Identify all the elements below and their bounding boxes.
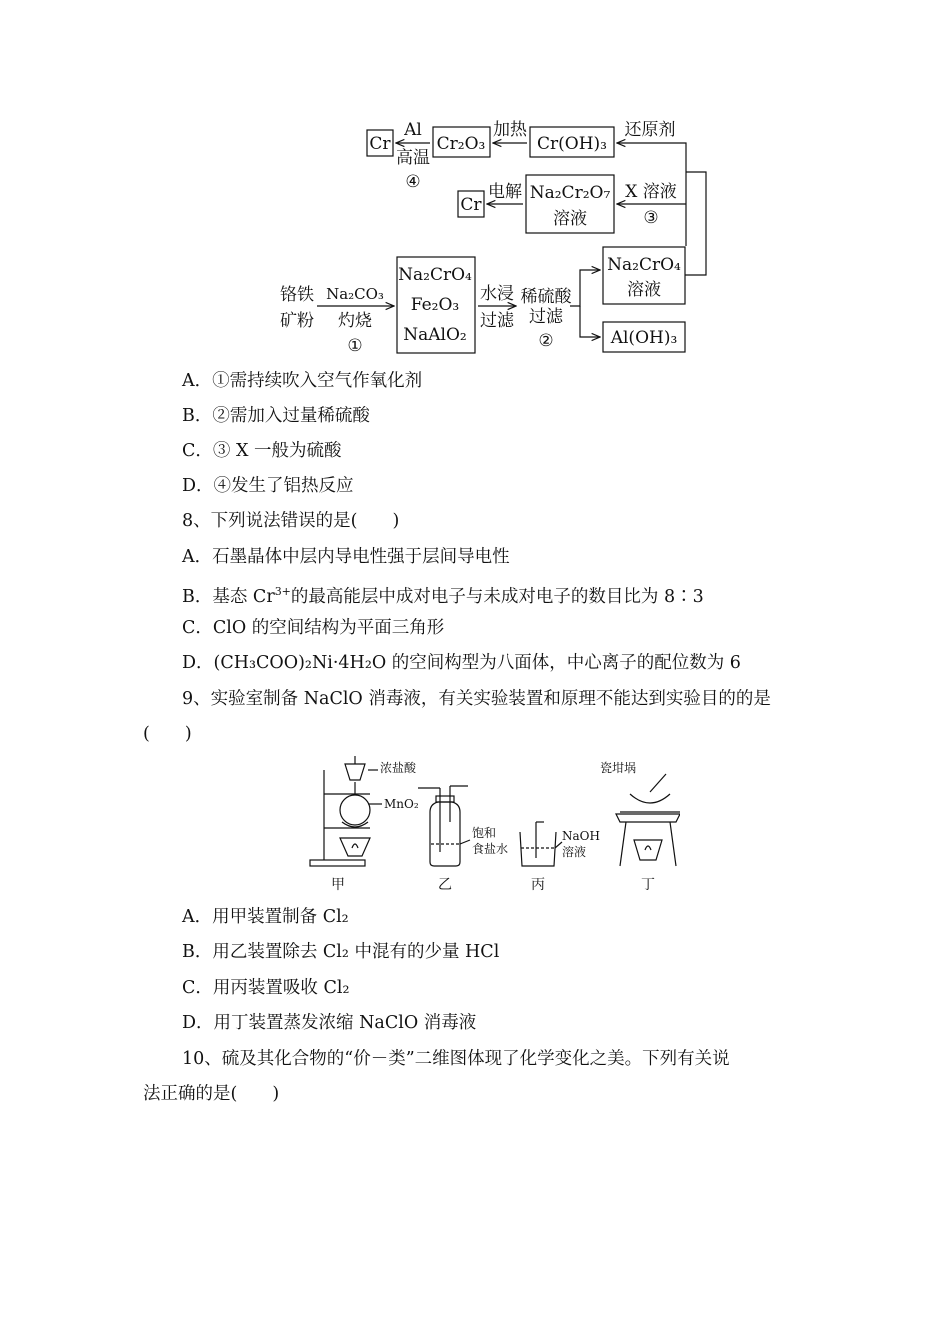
reductant-label: 还原剂	[624, 120, 676, 140]
na2cr2o7-solution-label: 溶液	[553, 209, 587, 229]
q7-option-d: D．④发生了铝热反应	[182, 476, 354, 496]
label-crucible: 瓷坩埚	[600, 761, 637, 775]
q9-option-d: D．用丁装置蒸发浓缩 NaClO 消毒液	[182, 1013, 477, 1033]
step2-label: ②	[538, 331, 554, 351]
label-conc-hcl: 浓盐酸	[380, 761, 417, 775]
q7-option-c: C．③ X 一般为硫酸	[182, 441, 342, 461]
q8-option-d: D．(CH₃COO)₂Ni·4H₂O 的空间构型为八面体，中心离子的配位数为 6	[182, 653, 741, 673]
electrolysis-label: 电解	[488, 182, 522, 202]
apparatus-figure	[300, 752, 680, 897]
q7-option-a: A．①需持续吹入空气作氧化剂	[182, 371, 423, 391]
q10-stem-line1: 10、硫及其化合物的“价－类”二维图体现了化学变化之美。下列有关说	[182, 1049, 730, 1069]
q10-stem-line2: 法正确的是( )	[143, 1084, 280, 1104]
label-naoh-solution: 溶液	[562, 845, 587, 859]
q8-option-c: C．ClO 的空间结构为平面三角形	[182, 618, 445, 638]
step1-label: ①	[347, 336, 363, 356]
na2cro4-out-label: Na₂CrO₄	[607, 255, 681, 275]
q9-option-a: A．用甲装置制备 Cl₂	[182, 907, 349, 927]
q7-option-b: B．②需加入过量稀硫酸	[182, 406, 370, 426]
arrow-to-na2cro4	[570, 270, 600, 306]
label-bing: 丙	[531, 877, 545, 893]
q9-stem-line2: ( )	[143, 724, 192, 744]
label-yi: 乙	[438, 877, 452, 893]
cr-label-top: Cr	[369, 134, 391, 154]
q9-stem-line1: 9、实验室制备 NaClO 消毒液，有关实验装置和原理不能达到实验目的的是	[182, 689, 771, 709]
label-saturated: 饱和	[472, 826, 497, 840]
na2cro4-solution-label: 溶液	[627, 280, 661, 300]
water-leach-label: 水浸	[480, 284, 514, 304]
mixture-na2cro4: Na₂CrO₄	[398, 265, 472, 285]
apparatus-jia	[310, 756, 382, 866]
arrow-to-aloh3	[580, 306, 600, 337]
high-temp-label: 高温	[396, 148, 430, 168]
apparatus-bing	[520, 822, 562, 866]
dilute-h2so4-label: 稀硫酸	[520, 287, 572, 307]
filter1-label: 过滤	[480, 311, 514, 331]
label-jia: 甲	[331, 877, 345, 893]
step4-label: ④	[405, 172, 421, 192]
na2cr2o7-label: Na₂Cr₂O₇	[529, 183, 611, 203]
x-solution-label: X 溶液	[625, 182, 677, 202]
process-flowchart	[0, 0, 950, 370]
step3-label: ③	[643, 208, 659, 228]
heat-label: 加热	[493, 120, 527, 140]
mixture-fe2o3: Fe₂O₃	[410, 295, 460, 315]
ore-label-1: 铬铁	[280, 285, 314, 305]
na2co3-label: Na₂CO₃	[326, 285, 384, 303]
apparatus-yi	[418, 786, 470, 866]
roast-label: 灼烧	[338, 311, 372, 331]
mixture-naalo2: NaAlO₂	[403, 325, 467, 345]
label-mno2: MnO₂	[384, 797, 419, 811]
aloh3-label: Al(OH)₃	[610, 328, 678, 348]
q8-stem: 8、下列说法错误的是( )	[182, 511, 400, 531]
ore-label-2: 矿粉	[280, 311, 314, 331]
filter2-label: 过滤	[529, 307, 563, 327]
q9-option-b: B．用乙装置除去 Cl₂ 中混有的少量 HCl	[182, 942, 500, 962]
apparatus-ding	[616, 774, 680, 866]
croh3-label: Cr(OH)₃	[537, 134, 607, 154]
q8-option-b: B．基态 $Cr^{3+}$的最高能层中成对电子与未成对电子的数目比为 8∶3	[182, 585, 704, 607]
cr-label-mid: Cr	[460, 195, 482, 215]
cr2o3-label: Cr₂O₃	[436, 134, 486, 154]
label-ding: 丁	[641, 877, 655, 893]
label-brine: 食盐水	[472, 842, 509, 856]
label-naoh: NaOH	[562, 829, 600, 843]
q9-option-c: C．用丙装置吸收 Cl₂	[182, 978, 350, 998]
al-label: Al	[404, 120, 422, 140]
connector-right	[685, 172, 706, 275]
q8-option-a: A．石墨晶体中层内导电性强于层间导电性	[182, 547, 510, 567]
